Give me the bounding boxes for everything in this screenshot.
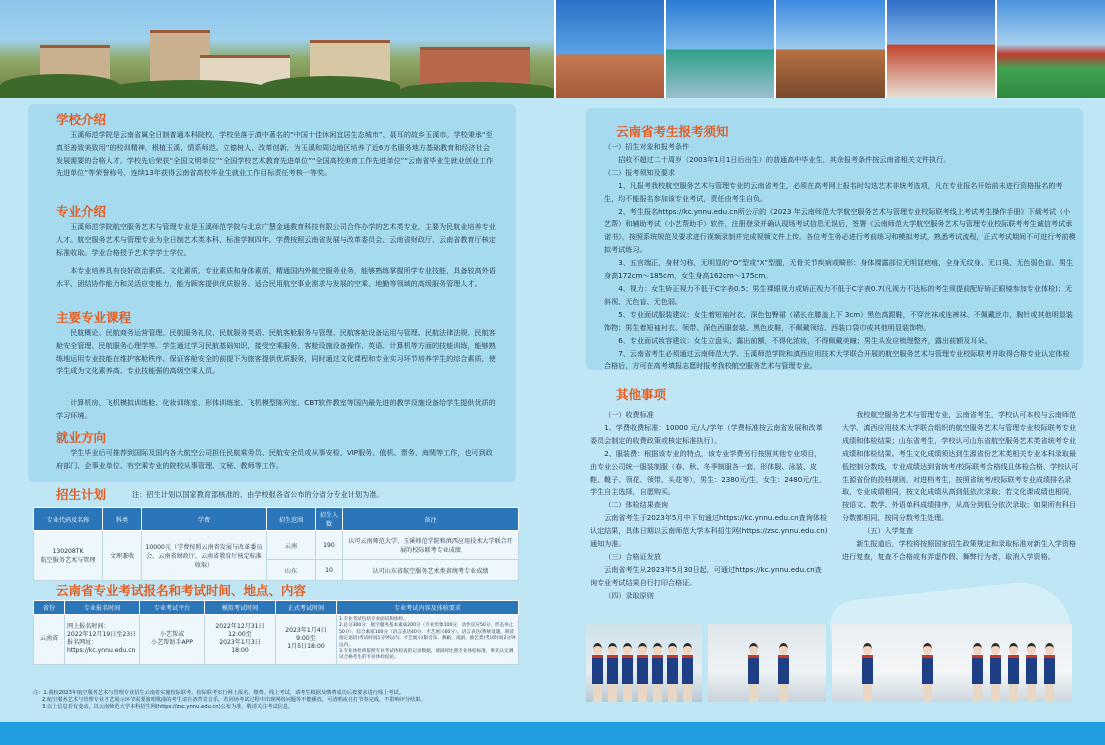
exam-province: 云南省: [34, 615, 65, 665]
other-left-2: 1、学费收费标准：10000 元/人/学年（学费标准按云南省发展和改革委员会制定的收费政策或核定标准执行）。: [590, 422, 823, 445]
crew-photo-1: [586, 624, 702, 702]
footnote-2: 2.航空服务艺术与管理专业才艺展示环节需要演唱歌曲的考生请自备背景音乐，若因场考试过程中出现网络问题等不能播放，可清唱或自打节奏完成，不影响评分结果。: [42, 697, 426, 703]
plan-title: 招生计划: [56, 487, 107, 502]
bottom-band: [0, 722, 1105, 745]
footnote-3: 3.以上信息若有变动，以云南师范大学本科招生网(https://zsc.ynnu.edu.cn)公布为准，敬请关注考试信息。: [42, 704, 294, 710]
exam-header-mock: 模拟考试时间: [205, 601, 276, 615]
apply-item-4: 4、视力：女生矫正视力不低于C字表0.5；男生裸眼视力或矫正视力不低于C字表0.7(凡视力不达标的考生须提前配好矫正眼镜参加专业体检)；无斜视、无色盲、无色弱。: [604, 283, 1073, 306]
exam-reg-time: 网上报名时间： 2022年12月19日至23日 报名网址： https://kc.ynnu.edu.cn: [65, 615, 140, 665]
employment-title: 就业方向: [56, 430, 107, 445]
other-right-column: [842, 409, 1080, 564]
plan-header-scope: 招生范围: [267, 508, 316, 531]
exam-content: 1.专业考试包括专业面试和体检。 2.总分300分：航空服务基本素质200分（专业形象100分，动作反应50分，形态举止50分），综合素质100分（语言表达40分，才艺展示60分）。语言表达(系统设题，朗读指定语段)考试时间1分钟以内；才艺展示(限音乐、舞蹈、戏剧、曲艺类)考试时间2分钟以内。 3.专业体检将依照专业考试体检表的记录数据，请同时比照专业体检标准，事先认定测试合格考生的专业体检结论。: [337, 615, 519, 665]
campus-photo-3: [774, 0, 884, 98]
exam-header-reg: 专业报名时间: [65, 601, 140, 615]
other-left-5: 云南省考生于2023年5月中下旬通过https://kc.ynnu.edu.cn查询体检认定结果，具体日期以云南师范大学本科招生网(https://zsc.ynnu.edu.cn)通知为准。: [590, 513, 828, 549]
courses-text-1: 民航概论、民航商务运营管理、民航服务礼仪、民航服务英语、民航客舱服务与管理、民航客舱设备运用与管理、民航法律法规、民航客舱安全管理、民航服务心理学等。学生通过学习民航基础知识，接受空乘服务、客舱设施设备操作、英语、计算机等方面的技能训练，能够熟练地运用专业技能在维护客舱秩序、保证客舱安全的前提下为旅客提供优质服务，同时通过文化课程和专业实习环节培养学生的综合素质，使学生成为文化素养高、专业技能强的高级空乘人员。: [56, 328, 496, 376]
apply-section-1-text: 招收不超过二十周岁（2003年1月1日后出生）的普通高中毕业生，其余报考条件按云南省相关文件执行。: [618, 154, 951, 164]
apply-item-1: 1、凡报考我校航空服务艺术与管理专业的云南省考生，必须在高考网上报名时勾选艺术非统考选项，凡在专业报名开始前未进行资格报名的考生，均不能报名参加该专业考试，责任由考生自负。: [604, 180, 1063, 203]
campus-photo-5: [995, 0, 1105, 98]
plan-count: 190: [316, 531, 343, 560]
exam-header-content: 专业考试内容及体验要求: [337, 601, 519, 615]
plan-header-fee: 学费: [142, 508, 267, 531]
apply-item-2: 2、考生报名https://kc.ynnu.edu.cn所公示的《2023 年云南师范大学航空服务艺术与管理专业校际联考线上考试考生操作手册》下载考试（小艺帮）和辅助考试（小艺帮助手）软件，注册登录并确认现场考试信息无误后，签署《云南师范大学航空服务艺术与管理专业校际联考考生诚信考试承诺书》，按照系统规范及要求进行视频录制并完成视频文件上传。各位考生务必进行考前练习和模拟考试，熟悉考试流程，正式考试期间不可进行考前模拟考试练习。: [604, 206, 1076, 255]
major-intro-text-2: 本专业培养具有良好政治素质、文化素质、专业素质和身体素质，精通国内外航空服务业务，能够熟练掌握所学专业技能，具备较高外语水平、团结协作能力和灵活应变能力，能为顾客提供优质服务、适合民用航空事业需求与发展的空乘、地勤等领域的高级服务管理人才。: [56, 266, 496, 288]
other-left-3: 2、服装费：根据该专业的特点，该专业学费另行按照其他专业项目，由专业公司统一服装制服（春、秋、冬季制服各一套，形体服、泳装、皮鞋、靴子、领花、领带、头花等），男生：2380元/生，女生：2480元/生，学生自主选择，自愿购买。: [590, 448, 826, 497]
school-intro-title: 学校介绍: [56, 112, 107, 127]
courses-text-2: 计算机房、飞机模拟训练舱、化妆训练室、形体训练室、飞机模型陈列室、CBT软件教室等国内最先进的教学设施设备给学生提供优质的学习环境。: [56, 398, 496, 420]
campus-aerial-photo: [0, 0, 554, 98]
plan-remark: 认可山东省航空服务艺术类省统考专业成绩: [343, 560, 519, 581]
other-left-1: （一）收费标准: [604, 410, 654, 419]
plan-header-count: 招生人数: [316, 508, 343, 531]
crew-photo-3: [832, 624, 1072, 702]
apply-section-2: （二）报考须知及要求: [604, 167, 675, 177]
other-left-7: 云南省考生从2023年5月30日起，可通过https://kc.ynnu.edu.cn查询专业考试结果自行打印合格证。: [590, 564, 822, 587]
footnote-1: 注：1.我校2023年航空服务艺术与管理专业招生云南省实施校际联考。校际联考实行网上报名、缴费、线上考试。请考生根据及缴费成功后按要求进行线上考试。: [33, 690, 404, 696]
exam-mock-time: 2022年12月31日 12:00至 2023年1月3日 18:00: [205, 615, 276, 665]
exam-formal-time: 2023年1月4日 9:00至 1月5日18:00: [276, 615, 337, 665]
apply-item-5: 5、专业面试服装建议：女生着短袖衬衣、深色包臀裙（裙长在膝盖上下 3cm）黑色高跟鞋，不穿丝袜或连裤袜、不佩戴丝巾，胸针或其他明显装饰物；男生着短袖衬衣、领带、深色西服套装、黑色皮鞋，不佩戴领结、西装口袋巾或其他明显装饰物。: [604, 309, 1073, 332]
table-row: [34, 531, 519, 560]
plan-count: 10: [316, 560, 343, 581]
apply-item-7: 7、云南省考生必须通过云南师范大学、玉溪师范学院和滇西应用技术大学联合开展的航空服务艺术与管理专业校际联考并取得合格专业认定体检合格后，方可在高考填报志愿时报考我校航空服务艺术与管理专业。: [604, 348, 1070, 371]
campus-photo-4: [885, 0, 995, 98]
plan-header-category: 科类: [103, 508, 142, 531]
plan-header-remark: 备注: [343, 508, 519, 531]
exam-header-province: 省份: [34, 601, 65, 615]
other-left-column: [590, 409, 828, 603]
apply-body: [604, 141, 1076, 373]
plan-category: 文理兼收: [103, 531, 142, 581]
plan-major-code: 130208TK 航空服务艺术与管理: [34, 531, 103, 581]
exam-platform: 小艺帮或 小艺帮助手APP: [140, 615, 205, 665]
enrollment-plan-table: [33, 507, 519, 581]
other-left-6: （三）合格证发放: [604, 551, 661, 561]
school-intro-text: 玉溪师范学院是云南省属全日制普通本科院校，学校坐落于滇中著名的“中国十佳休闲宜居生态城市”、聂耳的故乡玉溪市。学校秉承“至真至善致美致用”的校训精神，根植玉溪、情系师范、立德树人、改革创新，为玉溪和周边地区培养了近6万名服务地方基础教育和经济社会发展需要的合格人才。学校先后荣获“全国文明单位”“全国学校艺术教育先进单位”“全国高校美育工作先进单位”“云南省毕业生就业创业工作先进单位”等荣誉称号，连续13年获得云南省高校毕业生就业工作目标责任考核一等奖。: [56, 130, 494, 178]
table-row: [34, 615, 519, 665]
employment-text: 学生毕业后可推荐到国际及国内各大航空公司担任民航乘务员、民航安全员或从事安检、VIP服务、值机、票务、海関等工作，也可到政府部门、企事业单位、有空乘专业的院校从事管理、文秘、教师等工作。: [56, 448, 493, 470]
other-left-8: （四）录取原则: [604, 590, 654, 600]
other-right-1: 我校航空服务艺术与管理专业，云南省考生，学校认可本校与云南师范大学、滇西应用技术大学联合组织的航空服务艺术与管理专业校际联考专业成绩和体检结果；山东省考生，学校认可山东省航空服务艺术类省统考专业成绩和体检结果。考生文化成绩须达到生源省份艺术类相关专业本科录取最低控制分数线，专业成绩达到省统考/校际联考合格线且体检合格，学校认可生源省份的投档规则，对进档考生，按照省统考/校际联考专业成绩排名录取，专业成绩相同，按文化成绩从高到低依次录取；若文化课成绩也相同，按语文、数学、外语单科成绩排序，从高分到低分依次录取；如果所有科目分数都相同，按同分数考生处理。: [842, 410, 1079, 523]
other-right-3: 新生报道后，学校将按照国家招生政策规定和录取标准对新生入学资格进行复查，复查不合格或有弄虚作假、舞弊行为者，取消入学资格。: [842, 539, 1077, 561]
exam-header-platform: 专业考试平台: [140, 601, 205, 615]
apply-section-1: （一）招生对象和报考条件: [604, 142, 690, 151]
apply-item-6: 6、专业面试妆容建议：女生立盘头、露出前额，不得化浓妆，不得佩戴美瞳；男生头发应梳理整齐，露出前额及耳朵。: [618, 335, 992, 345]
campus-photo-2: [664, 0, 774, 98]
plan-scope: 山东: [267, 560, 316, 581]
footnotes: [33, 690, 593, 711]
plan-remark: 认可云南师范大学、玉溪师范学院和滇西应用技术大学联合开展的校际联考专业成绩: [343, 531, 519, 560]
crew-photo-2: [708, 624, 826, 702]
other-left-4: （二）体检结果查询: [604, 500, 669, 510]
apply-title: 云南省考生报考须知: [616, 124, 729, 139]
exam-schedule-table: [33, 600, 519, 665]
plan-scope: 云南: [267, 531, 316, 560]
campus-photo-strip: [0, 0, 1105, 98]
other-right-2: （五）入学复查: [863, 526, 913, 536]
apply-item-3: 3、五官端正，身材匀称，无明显的“O”型或“X”型腿，无骨关节疾病或畸形；身体裸露部位无明显疤痕，全身无纹身、无口臭、无色弱色盲。男生身高172cm～185cm，女生身高162cm～175cm。: [604, 258, 1074, 281]
major-intro-text-1: 玉溪师范学院航空服务艺术与管理专业是玉溪师范学院与北京广慧金通教育科技有限公司合作办学的艺术类专业，主要为民航业培养专业人才。航空服务艺术与管理专业为全日制艺术类本科，标准学制四年。学费按照云南省发展与改革委员会、云南省财政厅、云南省教育厅核定标准收取。学业合格授予艺术学学士学位。: [56, 222, 496, 257]
major-intro-title: 专业介绍: [56, 204, 107, 219]
other-title: 其他事项: [616, 387, 667, 402]
exam-title: 云南省专业考试报名和考试时间、地点、内容: [56, 583, 307, 598]
plan-fee: 10000元（学费按照云南省发展与改革委员会、云南省财政厅、云南省教育厅核定标准收取）: [142, 531, 267, 581]
plan-header-code: 专业代码及名称: [34, 508, 103, 531]
courses-title: 主要专业课程: [56, 310, 132, 325]
exam-header-formal: 正式考试时间: [276, 601, 337, 615]
plan-note: 注：招生计划以国家教育部核准的、由学校报各省公布的分省分专业计划为准。: [132, 490, 384, 499]
campus-photo-1: [554, 0, 664, 98]
